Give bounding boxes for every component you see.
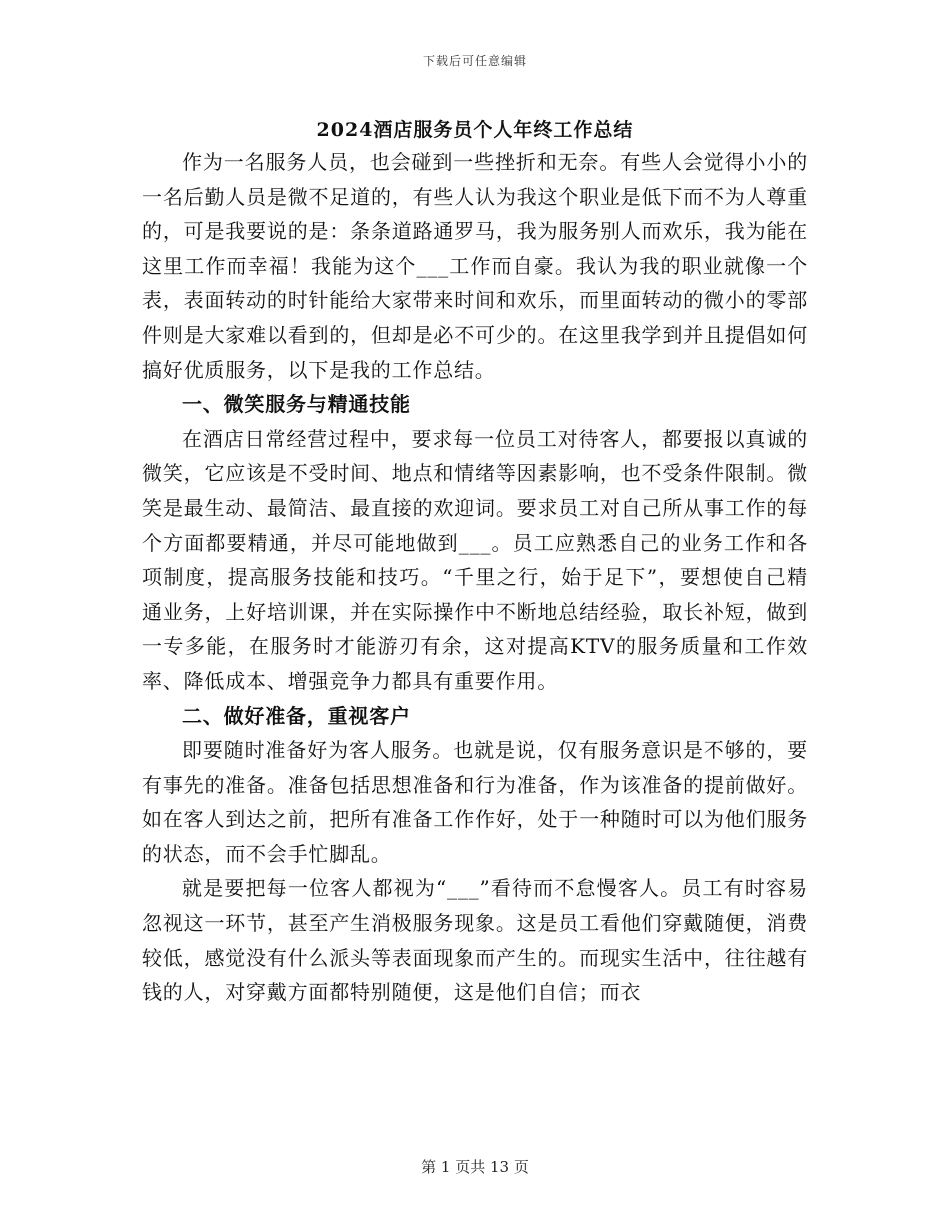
paragraph-respect-customers: 就是要把每一位客人都视为“___”看待而不怠慢客人。员工有时容易忽视这一环节，甚至产生消极服务现象。这是员工看他们穿戴随便，消费较低，感觉没有什么派头等表面现象而产生的。而现实生活中，往往越有钱的人，对穿戴方面都特别随便，这是他们自信；而衣 (142, 876, 808, 1005)
page-number: 第 1 页共 13 页 (421, 1158, 529, 1176)
document-title: 2024酒店服务员个人年终工作总结 (316, 119, 634, 141)
paragraph-preparation: 即要随时准备好为客人服务。也就是说，仅有服务意识是不够的，要有事先的准备。准备包括思想准备和行为准备，作为该准备的提前做好。如在客人到达之前，把所有准备工作作好，处于一种随时可以为他们服务的状态，而不会手忙脚乱。 (142, 738, 808, 866)
page-header: 下载后可任意编辑 (422, 54, 527, 68)
paragraph-intro: 作为一名服务人员，也会碰到一些挫折和无奈。有些人会觉得小小的一名后勤人员是微不足道的，有些人认为我这个职业是低下而不为人尊重的，可是我要说的是：条条道路通罗马，我为服务别人而欢乐，我为能在这里工作而幸福！我能为这个___工作而自豪。我认为我的职业就像一个表，表面转动的时针能给大家带来时间和欢乐，而里面转动的微小的零部件则是大家难以看到的，但却是必不可少的。在这里我学到并且提倡如何搞好优质服务，以下是我的工作总结。 (142, 150, 808, 382)
section-heading-1: 一、微笑服务与精通技能 (182, 392, 411, 417)
paragraph-smile-service: 在酒店日常经营过程中，要求每一位员工对待客人，都要报以真诚的微笑，它应该是不受时间、地点和情绪等因素影响，也不受条件限制。微笑是最生动、最简洁、最直接的欢迎词。要求员工对自己所从事工作的每个方面都要精通，并尽可能地做到___。员工应熟悉自己的业务工作和各项制度，提高服务技能和技巧。“千里之行，始于足下”，要想使自己精通业务，上好培训课，并在实际操作中不断地总结经验，取长补短，做到一专多能，在服务时才能游刃有余，这对提高KTV的服务质量和工作效率、降低成本、增强竞争力都具有重要作用。 (142, 426, 808, 693)
document-body (142, 145, 808, 1010)
section-heading-2: 二、做好准备，重视客户 (182, 703, 411, 728)
